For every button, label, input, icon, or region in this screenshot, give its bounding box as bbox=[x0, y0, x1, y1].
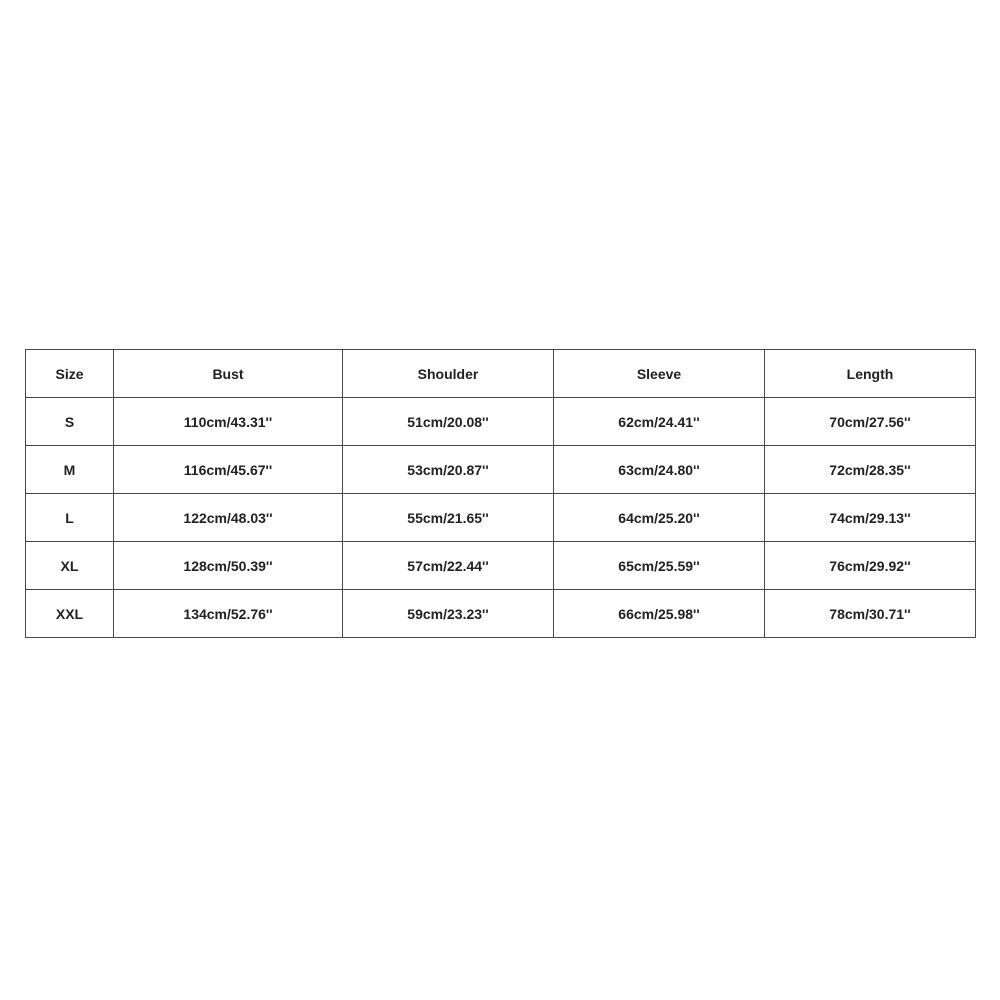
cell-shoulder: 53cm/20.87'' bbox=[343, 446, 554, 494]
table-row bbox=[26, 590, 976, 638]
cell-shoulder: 51cm/20.08'' bbox=[343, 398, 554, 446]
cell-length: 72cm/28.35'' bbox=[765, 446, 976, 494]
header-bust: Bust bbox=[114, 350, 343, 398]
cell-shoulder: 55cm/21.65'' bbox=[343, 494, 554, 542]
cell-bust: 128cm/50.39'' bbox=[114, 542, 343, 590]
cell-shoulder: 59cm/23.23'' bbox=[343, 590, 554, 638]
cell-length: 76cm/29.92'' bbox=[765, 542, 976, 590]
cell-size: S bbox=[26, 398, 114, 446]
cell-bust: 134cm/52.76'' bbox=[114, 590, 343, 638]
cell-shoulder: 57cm/22.44'' bbox=[343, 542, 554, 590]
cell-bust: 110cm/43.31'' bbox=[114, 398, 343, 446]
cell-bust: 116cm/45.67'' bbox=[114, 446, 343, 494]
cell-sleeve: 65cm/25.59'' bbox=[554, 542, 765, 590]
cell-sleeve: 63cm/24.80'' bbox=[554, 446, 765, 494]
size-chart-table bbox=[25, 349, 976, 638]
cell-length: 74cm/29.13'' bbox=[765, 494, 976, 542]
header-sleeve: Sleeve bbox=[554, 350, 765, 398]
table-row bbox=[26, 398, 976, 446]
header-shoulder: Shoulder bbox=[343, 350, 554, 398]
cell-length: 70cm/27.56'' bbox=[765, 398, 976, 446]
header-size: Size bbox=[26, 350, 114, 398]
table-header-row bbox=[26, 350, 976, 398]
table-row bbox=[26, 446, 976, 494]
cell-size: XXL bbox=[26, 590, 114, 638]
cell-bust: 122cm/48.03'' bbox=[114, 494, 343, 542]
cell-size: XL bbox=[26, 542, 114, 590]
cell-size: M bbox=[26, 446, 114, 494]
cell-length: 78cm/30.71'' bbox=[765, 590, 976, 638]
cell-sleeve: 62cm/24.41'' bbox=[554, 398, 765, 446]
cell-sleeve: 66cm/25.98'' bbox=[554, 590, 765, 638]
table-row bbox=[26, 494, 976, 542]
cell-sleeve: 64cm/25.20'' bbox=[554, 494, 765, 542]
header-length: Length bbox=[765, 350, 976, 398]
table-row bbox=[26, 542, 976, 590]
cell-size: L bbox=[26, 494, 114, 542]
